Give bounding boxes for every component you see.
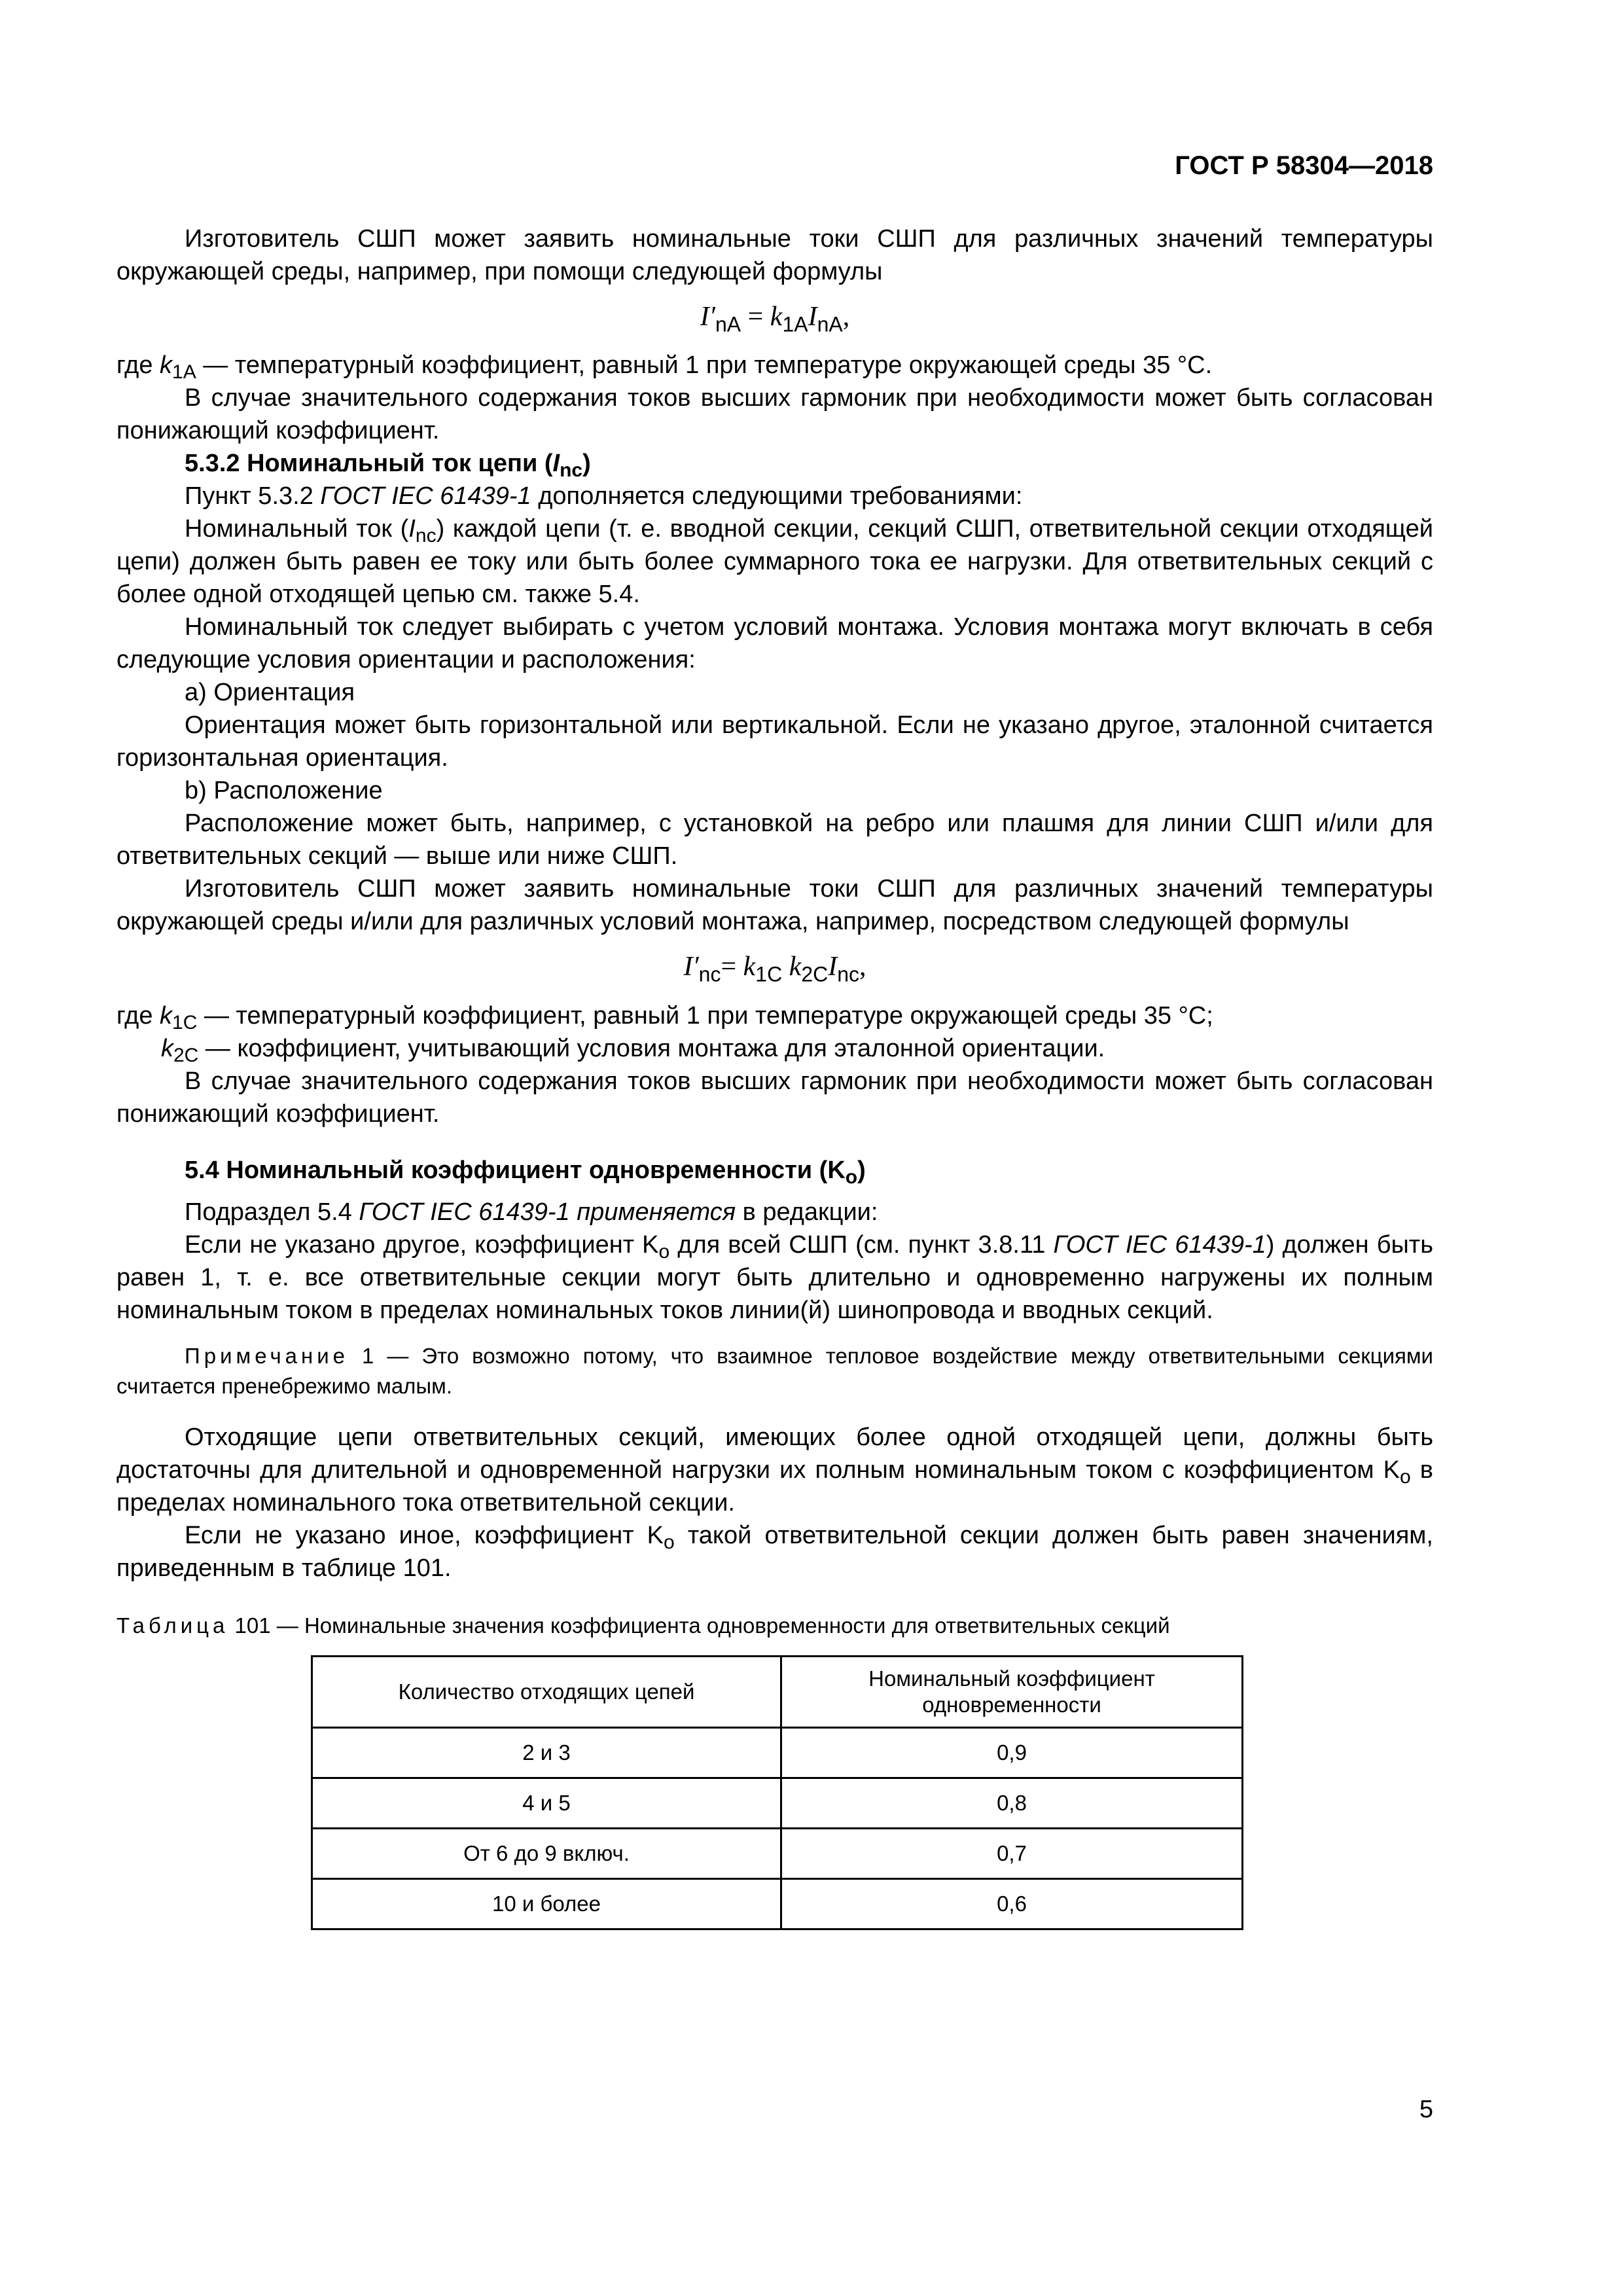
table-cell: 2 и 3 xyxy=(312,1727,781,1778)
table-cell: 0,8 xyxy=(781,1778,1243,1828)
paragraph: Пункт 5.3.2 ГОСТ IEC 61439-1 дополняется следующими требованиями: xyxy=(185,482,1023,511)
document-code: ГОСТ Р 58304—2018 xyxy=(1175,151,1433,180)
table-cell: 0,7 xyxy=(781,1828,1243,1878)
document-body xyxy=(116,223,1433,1930)
paragraph: Отходящие цепи ответвительных секций, имеющих более одной отходящей цепи, должны быть достаточны для длительной и одновременной нагрузки их полным номинальным током с коэффициентом $K_o$ в пределах номинального тока ответвительной секции. xyxy=(116,1423,1433,1516)
paragraph: Подраздел 5.4 ГОСТ IEC 61439-1 применяется в редакции: xyxy=(185,1198,878,1226)
formula-inc: $I'_{nc}= k_{1C}$ $k_{2C}I_{nc}$, xyxy=(683,952,866,986)
table-cell: 10 и более xyxy=(312,1878,781,1929)
formula-legend: $k_{2C}$ — коэффициент, учитывающий условия монтажа для эталонной ориентации. xyxy=(161,1034,1105,1066)
table-cell: 4 и 5 xyxy=(312,1778,781,1828)
table-caption: Таблица 101 — Номинальные значения коэффициента одновременности для ответвительных секций xyxy=(116,1613,1170,1638)
page-number: 5 xyxy=(1419,2096,1433,2123)
list-item-placement: b) Расположение xyxy=(185,777,383,805)
table-row xyxy=(312,1727,1243,1778)
table-cell: 0,6 xyxy=(781,1878,1243,1929)
paragraph: Если не указано иное, коэффициент $K_o$ такой ответвительной секции должен быть равен значениям, приведенным в таблице 101. xyxy=(116,1521,1433,1582)
paragraph: Ориентация может быть горизонтальной или вертикальной. Если не указано другое, эталонной считается горизонтальная ориентация. xyxy=(116,711,1433,772)
table-cell: 0,9 xyxy=(781,1727,1243,1778)
paragraph: Номинальный ток следует выбирать с учетом условий монтажа. Условия монтажа могут включать в себя следующие условия ориентации и расположения: xyxy=(116,613,1433,674)
paragraph: Если не указано другое, коэффициент $K_o$ для всей СШП (см. пункт 3.8.11 ГОСТ IEC 61439-1) должен быть равен 1, т. е. все ответвительные секции могут быть длительно и одновременно нагружены их полным номинальным током в пределах номинальных токов линии(й) шинопровода и вводных секций. xyxy=(116,1230,1433,1324)
formula-ina: $I'_{nA} = k_{1A}I_{nA}$, xyxy=(700,302,850,336)
paragraph: Изготовитель СШП может заявить номинальные токи СШП для различных значений температуры окружающей среды, например, при помощи следующей формулы xyxy=(116,225,1433,285)
list-item-orientation: a) Ориентация xyxy=(185,679,355,707)
column-header: Количество отходящих цепей xyxy=(312,1656,781,1727)
paragraph: В случае значительного содержания токов высших гармоник при необходимости может быть согласован понижающий коэффициент. xyxy=(116,384,1433,445)
table-row xyxy=(312,1778,1243,1828)
paragraph: Изготовитель СШП может заявить номинальные токи СШП для различных значений температуры окружающей среды и/или для различных условий монтажа, например, посредством следующей формулы xyxy=(116,875,1433,936)
note: Примечание 1 — Это возможно потому, что взаимное тепловое воздействие между ответвительными секциями считается пренебрежимо малым. xyxy=(116,1343,1433,1398)
paragraph: В случае значительного содержания токов высших гармоник при необходимости может быть согласован понижающий коэффициент. xyxy=(116,1067,1433,1128)
paragraph: Номинальный ток $(I_{nc})$ каждой цепи (т. е. вводной секции, секций СШП, ответвительной секции отходящей цепи) должен быть равен ее току или быть более суммарного тока ее нагрузки. Для ответвительных секций с более одной отходящей цепью см. также 5.4. xyxy=(116,515,1433,609)
table-row xyxy=(312,1828,1243,1878)
coincidence-factor-table xyxy=(311,1655,1243,1930)
formula-legend: где $k_{1A}$ — температурный коэффициент, равный 1 при температуре окружающей среды 35 °C. xyxy=(116,351,1213,384)
formula-legend: где $k_{1C}$ — температурный коэффициент, равный 1 при температуре окружающей среды 35 °C; xyxy=(116,1001,1213,1033)
table-cell: От 6 до 9 включ. xyxy=(312,1828,781,1878)
table-header-row xyxy=(312,1656,1243,1727)
column-header: Номинальный коэффициент одновременности xyxy=(781,1656,1243,1727)
paragraph: Расположение может быть, например, с установкой на ребро или плашмя для линии СШП и/или для ответвительных секций — выше или ниже СШП. xyxy=(116,810,1433,870)
table-row xyxy=(312,1878,1243,1929)
section-heading-5-3-2: 5.3.2 Номинальный ток цепи $(I_{nc})$ xyxy=(185,450,591,482)
section-heading-5-4: 5.4 Номинальный коэффициент одновременности $(K_o)$ xyxy=(185,1156,866,1188)
